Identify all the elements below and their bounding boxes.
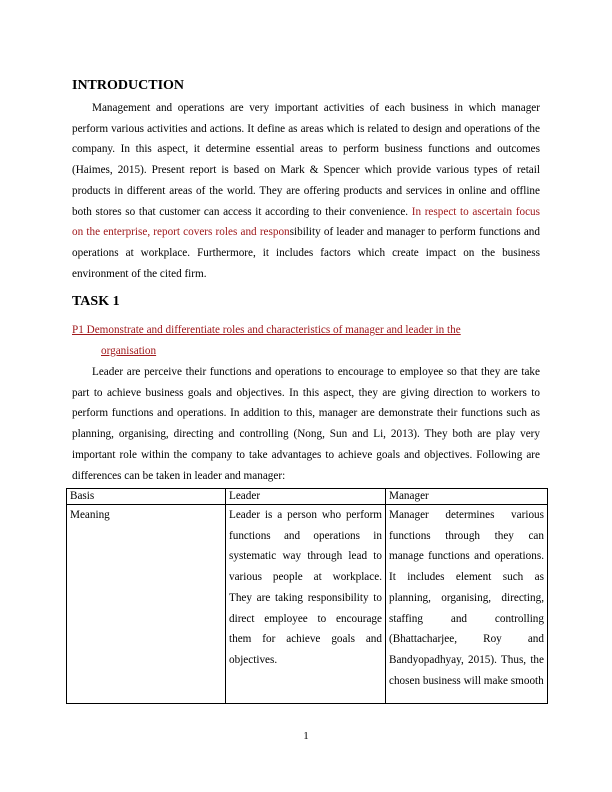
p1-subheading-line2: organisation [101, 344, 157, 357]
p1-subheading-line1: P1 Demonstrate and differentiate roles and characteristics of manager and leader in the [72, 324, 461, 336]
p1-subheading [72, 320, 540, 361]
header-leader: Leader [226, 489, 386, 505]
table-row [67, 505, 548, 704]
introduction-text-end: sibility of leader and manager to perform functions and operations at workplace. Furthermore, it includes factors which create impact on the business environment of the cited firm. [72, 226, 540, 280]
page-number: 1 [303, 730, 309, 742]
introduction-highlighted-text: In respect to ascertain focus on the enterprise, report covers roles and respon [72, 205, 540, 239]
introduction-heading: INTRODUCTION [72, 78, 185, 93]
task1-heading: TASK 1 [72, 294, 120, 309]
header-basis: Basis [67, 489, 226, 505]
introduction-text: Management and operations are very important activities of each business in which manager perform various activities and actions. It define as areas which is related to design and operations of the company. In this aspect, it determine essential areas to perform business functions and outcomes (Haimes, 2015). Present report is based on Mark & Spencer which provide various types of retail products in different areas of the world. They are offering products and services in online and offline both stores so that customer can access it according to their convenience. [72, 102, 540, 218]
leader-manager-table [66, 488, 548, 704]
cell-basis: Meaning [67, 505, 226, 704]
cell-manager: Manager determines various functions through they can manage functions and operations. It includes element such as planning, organising, directing, staffing and controlling (Bhattacharjee, Roy and Bandyopadhyay, 2015). Thus, the chosen business will make smooth [386, 505, 548, 704]
header-manager: Manager [386, 489, 548, 505]
introduction-paragraph [72, 98, 540, 284]
table-header-row [67, 489, 548, 505]
cell-leader: Leader is a person who perform functions and operations in systematic way through lead to various people at workplace. They are taking responsibility to direct employee to encourage them for achieve goals and objectives. [226, 505, 386, 704]
task1-paragraph: Leader are perceive their functions and operations to encourage to employee so that they are take part to achieve business goals and objectives. In this aspect, they are giving direction to workers to perform functions and operations. In addition to this, manager are demonstrate their functions such as planning, organising, directing and controlling (Nong, Sun and Li, 2013). They both are play very important role within the company to take advantages to achieve goals and objectives. Following are differences can be taken in leader and manager: [72, 366, 540, 482]
